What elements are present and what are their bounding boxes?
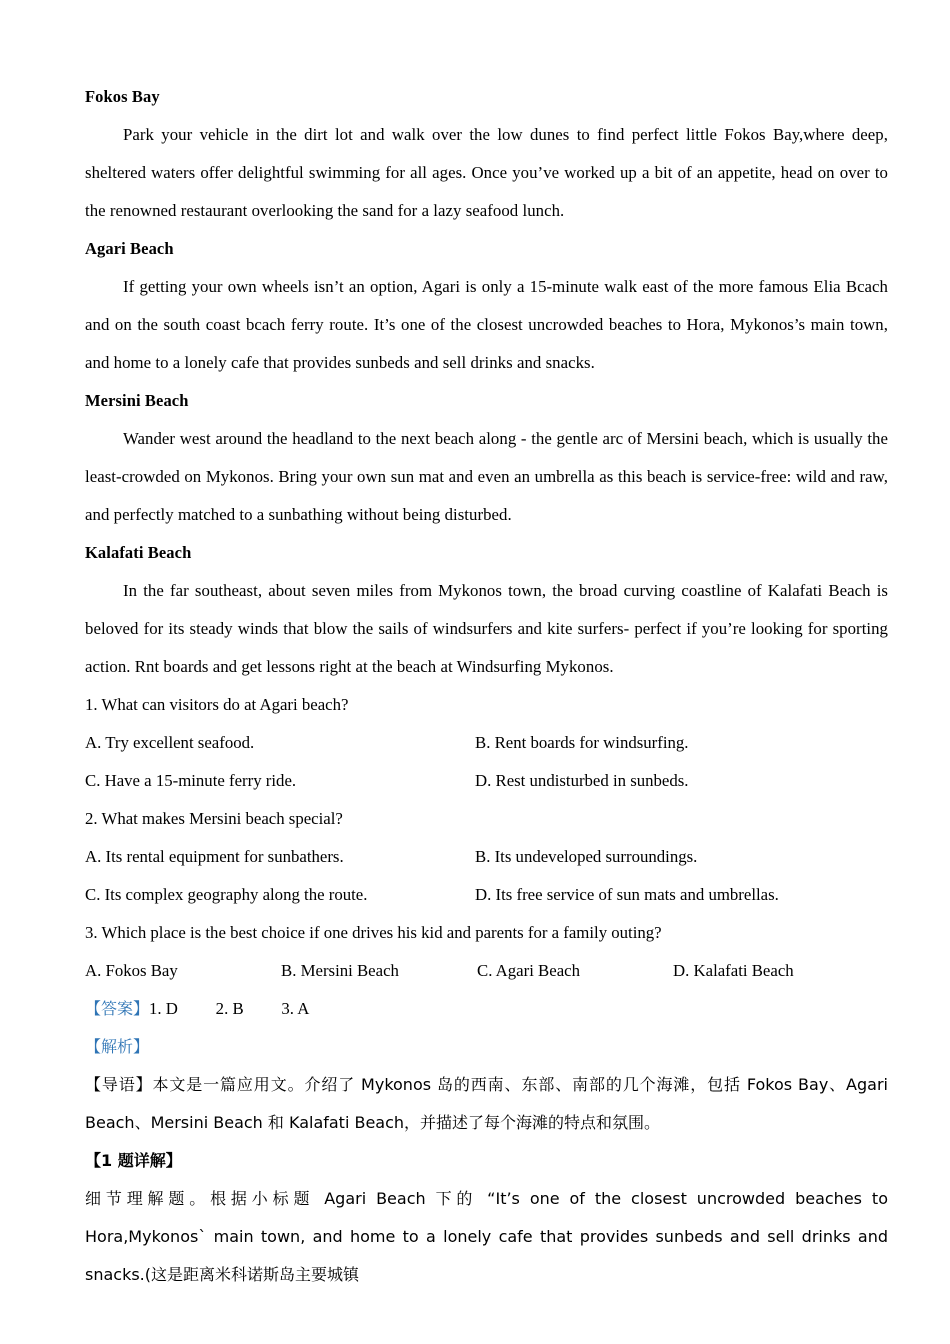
answer-analysis-block xyxy=(85,990,888,1294)
question-2-option-d[interactable]: D. Its free service of sun mats and umbrellas. xyxy=(475,885,779,904)
section-body-mersini-beach: Wander west around the headland to the next beach along - the gentle arc of Mersini beach, which is usually the least-crowded on Mykonos. Bring your own sun mat and even an umbrella as this beach is service-free: wild and raw, and perfectly matched to a sunbathing without being disturbed. xyxy=(85,429,888,524)
section-body-fokos-bay: Park your vehicle in the dirt lot and walk over the low dunes to find perfect little Fokos Bay,where deep, sheltered waters offer delightful swimming for all ages. Once you’ve worked up a bit of an appetite, head on over to the renowned restaurant overlooking the sand for a lazy seafood lunch. xyxy=(85,125,888,220)
question-2-option-a[interactable]: A. Its rental equipment for sunbathers. xyxy=(85,847,344,866)
section-body-kalafati-beach: In the far southeast, about seven miles from Mykonos town, the broad curving coastline of Kalafati Beach is beloved for its steady winds that blow the sails of windsurfers and kite surfers- perfect if you’re looking for sporting action. Rnt boards and get lessons right at the beach at Windsurfing Mykonos. xyxy=(85,581,888,676)
question-1-option-d[interactable]: D. Rest undisturbed in sunbeds. xyxy=(475,771,689,790)
passage-section-kalafati-beach xyxy=(85,534,888,686)
detail-heading-1 xyxy=(85,1142,888,1180)
guide-paragraph xyxy=(85,1066,888,1142)
question-3-option-d[interactable]: D. Kalafati Beach xyxy=(673,961,794,980)
question-1-option-c[interactable]: C. Have a 15-minute ferry ride. xyxy=(85,771,297,790)
question-2-options-row-2 xyxy=(85,876,888,914)
detail-heading-1-label: 【1 题详解】 xyxy=(85,1151,182,1170)
question-3-option-b[interactable]: B. Mersini Beach xyxy=(281,961,399,980)
answer-values: 1. D 2. B 3. A xyxy=(149,999,310,1018)
passage-section-mersini-beach xyxy=(85,382,888,534)
question-1 xyxy=(85,686,888,800)
section-body-agari-beach: If getting your own wheels isn’t an option, Agari is only a 15-minute walk east of the more famous Elia Bcach and on the south coast bcach ferry route. It’s one of the closest uncrowded beaches to Hora, Mykonos’s main town, and home to a lonely cafe that provides sunbeds and sell drinks and snacks. xyxy=(85,277,888,372)
question-1-option-a[interactable]: A. Try excellent seafood. xyxy=(85,733,255,752)
section-heading-mersini-beach: Mersini Beach xyxy=(85,391,189,410)
question-3-options-row xyxy=(85,952,888,990)
question-2-option-c[interactable]: C. Its complex geography along the route. xyxy=(85,885,368,904)
question-2-option-b[interactable]: B. Its undeveloped surroundings. xyxy=(475,847,698,866)
answer-label: 【答案】 xyxy=(85,999,150,1018)
section-heading-agari-beach: Agari Beach xyxy=(85,239,174,258)
question-2-stem: 2. What makes Mersini beach special? xyxy=(85,809,343,828)
question-2-options-row-1 xyxy=(85,838,888,876)
question-3 xyxy=(85,914,888,990)
question-3-stem: 3. Which place is the best choice if one drives his kid and parents for a family outing? xyxy=(85,923,662,942)
question-1-stem: 1. What can visitors do at Agari beach? xyxy=(85,695,349,714)
guide-text: 本文是一篇应用文。介绍了 Mykonos 岛的西南、东部、南部的几个海滩，包括 Fokos Bay、Agari Beach、Mersini Beach 和 Kalafati Beach，并描述了每个海滩的特点和氛围。 xyxy=(85,1075,888,1132)
question-3-option-a[interactable]: A. Fokos Bay xyxy=(85,961,178,980)
detail-text-1-content: 细节理解题。根据小标题 Agari Beach 下的 “It’s one of the closest uncrowded beaches to Hora,Mykonos` main town, and home to a lonely cafe that provides sunbeds and sell drinks and snacks.(这是距离米科诺斯岛主要城镇 xyxy=(85,1189,888,1284)
passage-section-fokos-bay xyxy=(85,78,888,230)
analysis-label: 【解析】 xyxy=(85,1037,150,1056)
question-1-options-row-1 xyxy=(85,724,888,762)
passage-section-agari-beach xyxy=(85,230,888,382)
section-heading-fokos-bay: Fokos Bay xyxy=(85,87,160,106)
section-heading-kalafati-beach: Kalafati Beach xyxy=(85,543,192,562)
question-1-option-b[interactable]: B. Rent boards for windsurfing. xyxy=(475,733,689,752)
question-1-options-row-2 xyxy=(85,762,888,800)
guide-label: 【导语】 xyxy=(85,1075,153,1094)
question-2 xyxy=(85,800,888,914)
question-3-option-c[interactable]: C. Agari Beach xyxy=(477,961,580,980)
detail-text-1 xyxy=(85,1180,888,1294)
answer-line xyxy=(85,990,888,1028)
analysis-line xyxy=(85,1028,888,1066)
